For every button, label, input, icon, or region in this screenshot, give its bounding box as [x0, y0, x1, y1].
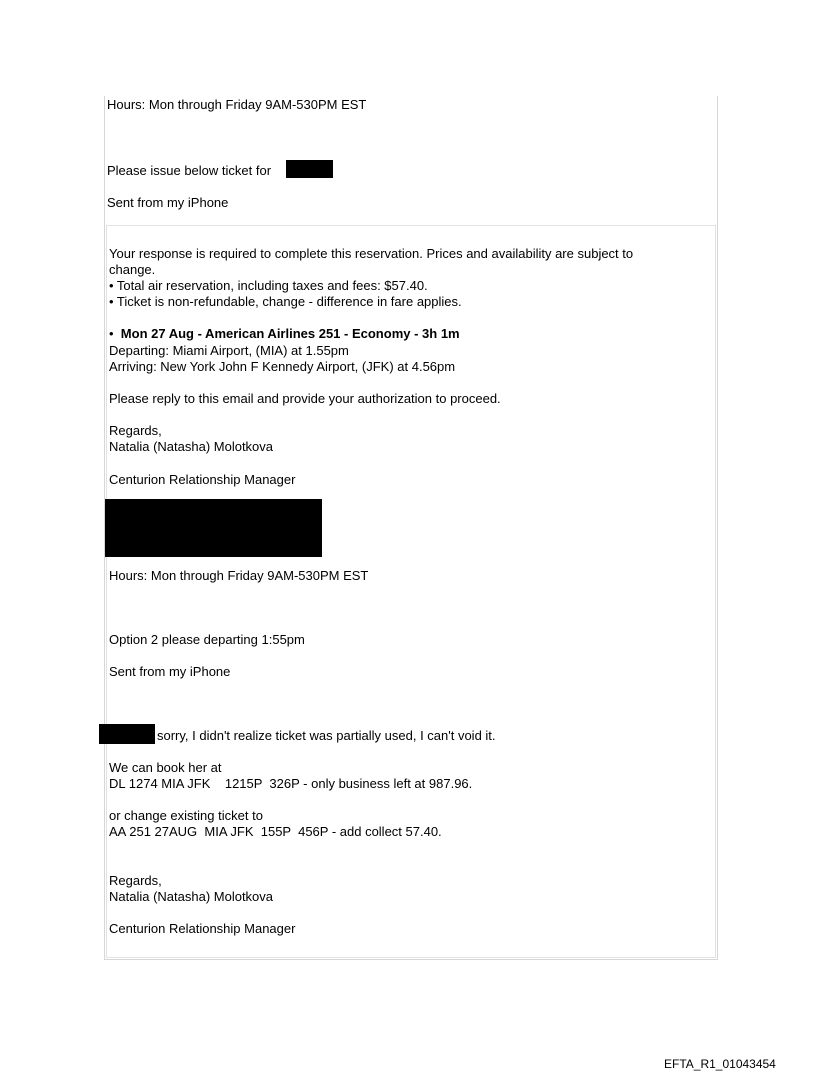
reservation-intro-line1: Your response is required to complete this reservation. Prices and availability are subject to [109, 246, 634, 261]
flight-bullet: • [109, 326, 114, 341]
hours-text: Hours: Mon through Friday 9AM-530PM EST [109, 568, 369, 583]
regards-text: Regards, [109, 423, 162, 438]
departing-info: Departing: Miami Airport, (MIA) at 1.55pm [109, 343, 349, 358]
sent-from-iphone: Sent from my iPhone [107, 195, 229, 210]
bullet-total-price: • Total air reservation, including taxes and fees: $57.40. [109, 278, 428, 293]
flight-title: Mon 27 Aug - American Airlines 251 - Economy - 3h 1m [120, 326, 460, 341]
authorization-request: Please reply to this email and provide your authorization to proceed. [109, 391, 501, 406]
regards-text: Regards, [109, 873, 162, 888]
agent-title: Centurion Relationship Manager [109, 472, 296, 487]
change-option-aa: AA 251 27AUG MIA JFK 155P 456P - add collect 57.40. [109, 824, 442, 839]
booking-intro: We can book her at [109, 760, 222, 775]
agent-name: Natalia (Natasha) Molotkova [109, 439, 274, 454]
issue-ticket-request: Please issue below ticket for [107, 163, 272, 178]
redaction-box [286, 160, 333, 178]
redaction-box [99, 724, 155, 744]
hours-text: Hours: Mon through Friday 9AM-530PM EST [107, 97, 367, 112]
sent-from-iphone: Sent from my iPhone [109, 664, 231, 679]
bullet-ticket-terms: • Ticket is non-refundable, change - difference in fare applies. [109, 294, 462, 309]
agent-title: Centurion Relationship Manager [109, 921, 296, 936]
booking-option-dl: DL 1274 MIA JFK 1215P 326P - only business left at 987.96. [109, 776, 473, 791]
change-intro: or change existing ticket to [109, 808, 263, 823]
flight-summary [109, 326, 460, 341]
option-selection: Option 2 please departing 1:55pm [109, 632, 305, 647]
reservation-intro-line2: change. [109, 262, 156, 277]
document-id: EFTA_R1_01043454 [664, 1057, 776, 1071]
agent-name: Natalia (Natasha) Molotkova [109, 889, 274, 904]
arriving-info: Arriving: New York John F Kennedy Airport, (JFK) at 4.56pm [109, 359, 456, 374]
apology-text: sorry, I didn't realize ticket was partially used, I can't void it. [157, 728, 496, 743]
redaction-box [105, 499, 322, 557]
